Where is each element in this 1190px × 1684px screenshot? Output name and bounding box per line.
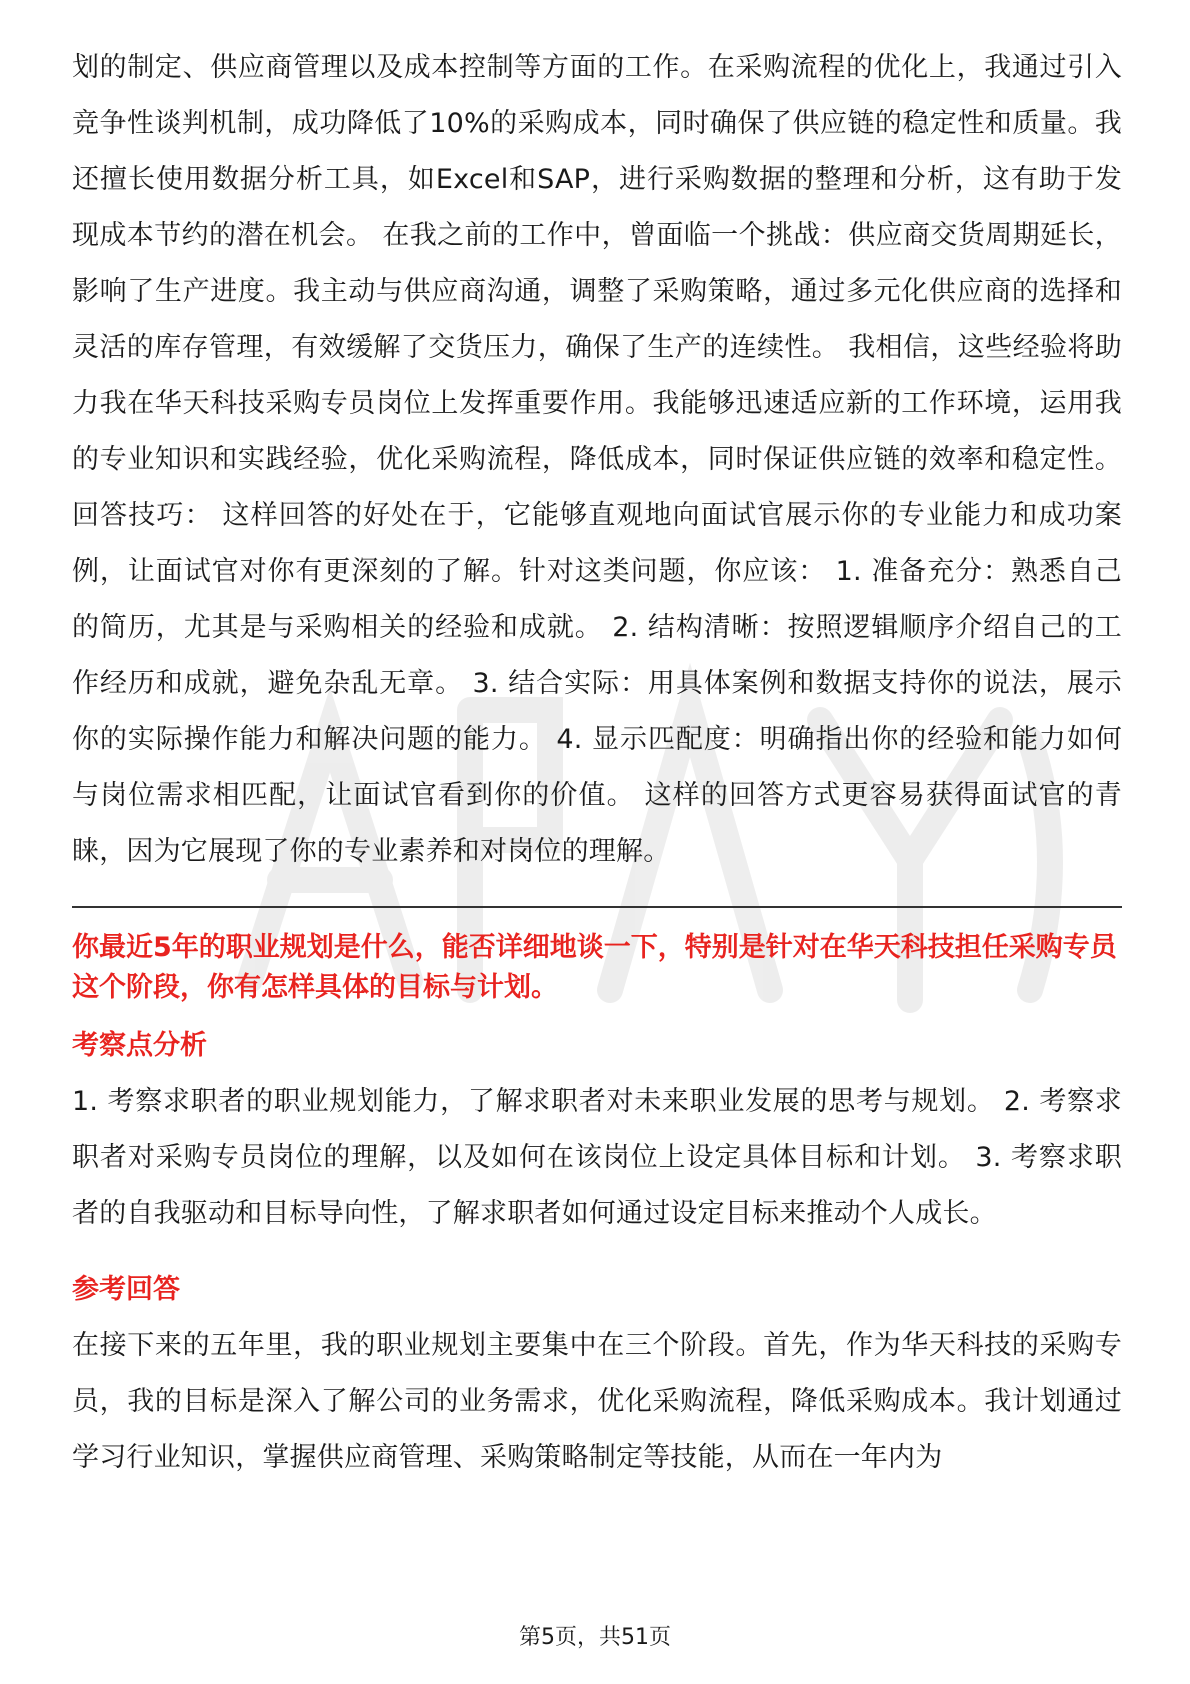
page-number: 第5页，共51页 [519, 1625, 671, 1650]
analysis-heading: 考察点分析 [72, 1030, 207, 1061]
interview-question: 你最近5年的职业规划是什么，能否详细地谈一下，特别是针对在华天科技担任采购专员这个阶段，你有怎样具体的目标与计划。 [72, 932, 1117, 1003]
answer-heading: 参考回答 [72, 1274, 180, 1305]
analysis-text: 1. 考察求职者的职业规划能力，了解求职者对未来职业发展的思考与规划。 2. 考察求职者对采购专员岗位的理解，以及如何在该岗位上设定具体目标和计划。 3. 考察求职者的自我驱动和目标导向性，了解求职者如何通过设定目标来推动个人成长。 [72, 1086, 1122, 1229]
section-divider [72, 906, 1122, 908]
answer-text: 在接下来的五年里，我的职业规划主要集中在三个阶段。首先，作为华天科技的采购专员，我的目标是深入了解公司的业务需求，优化采购流程，降低采购成本。我计划通过学习行业知识，掌握供应商管理、采购策略制定等技能，从而在一年内为 [72, 1330, 1122, 1473]
intro-paragraph: 划的制定、供应商管理以及成本控制等方面的工作。在采购流程的优化上，我通过引入竞争性谈判机制，成功降低了10%的采购成本，同时确保了供应链的稳定性和质量。我还擅长使用数据分析工具，如Excel和SAP，进行采购数据的整理和分析，这有助于发现成本节约的潜在机会。 在我之前的工作中，曾面临一个挑战：供应商交货周期延长，影响了生产进度。我主动与供应商沟通，调整了采购策略，通过多元化供应商的选择和灵活的库存管理，有效缓解了交货压力，确保了生产的连续性。 我相信，这些经验将助力我在华天科技采购专员岗位上发挥重要作用。我能够迅速适应新的工作环境，运用我的专业知识和实践经验，优化采购流程，降低成本，同时保证供应链的效率和稳定性。 回答技巧： 这样回答的好处在于，它能够直观地向面试官展示你的专业能力和成功案例，让面试官对你有更深刻的了解。针对这类问题，你应该： 1. 准备充分：熟悉自己的简历，尤其是与采购相关的经验和成就。 2. 结构清晰：按照逻辑顺序介绍自己的工作经历和成就，避免杂乱无章。 3. 结合实际：用具体案例和数据支持你的说法，展示你的实际操作能力和解决问题的能力。 4. 显示匹配度：明确指出你的经验和能力如何与岗位需求相匹配，让面试官看到你的价值。 这样的回答方式更容易获得面试官的青睐，因为它展现了你的专业素养和对岗位的理解。 [72, 52, 1122, 867]
page-content [72, 40, 1122, 1486]
